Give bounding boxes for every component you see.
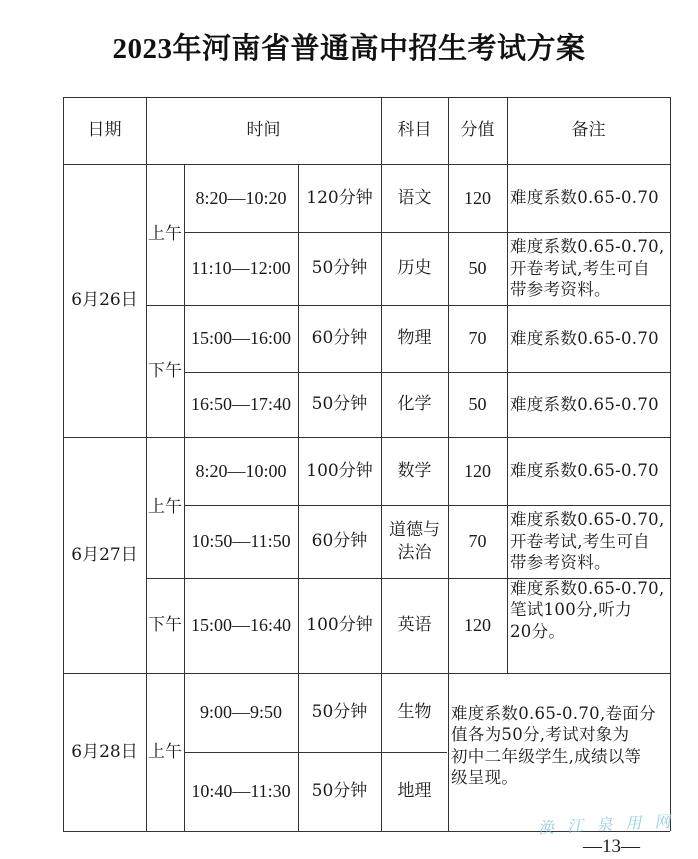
subject-cell: 生物 (397, 702, 432, 723)
note-line: 级呈现。 (451, 768, 519, 788)
subject-cell: 英语 (397, 615, 432, 636)
header-score: 分值 (460, 120, 495, 141)
time-cell: 16:50—17:40 (190, 394, 291, 415)
period-cell: 上午 (148, 224, 182, 245)
score-cell: 70 (468, 531, 487, 552)
note-line: 开卷考试,考生可自 (510, 258, 650, 278)
page-title: 2023年河南省普通高中招生考试方案 (112, 33, 586, 65)
note-line: 难度系数0.65-0.70 (510, 461, 659, 481)
note-cell (507, 505, 670, 578)
time-cell: 15:00—16:40 (190, 615, 291, 636)
duration-cell: 60分钟 (311, 328, 368, 349)
note-line: 难度系数0.65-0.70, (510, 510, 665, 530)
duration-cell: 100分钟 (306, 615, 373, 636)
score-cell: 120 (464, 460, 491, 481)
note-line: 难度系数0.65-0.70,卷面分 (451, 704, 656, 723)
note-line: 难度系数0.65-0.70 (510, 328, 659, 348)
subject-cell: 历史 (397, 258, 432, 279)
subject-cell: 数学 (397, 460, 432, 481)
subject-line: 法治 (397, 542, 432, 563)
subject-line: 道德与 (389, 519, 440, 540)
score-cell: 120 (464, 615, 491, 636)
duration-cell: 50分钟 (311, 394, 368, 415)
date-cell: 6月28日 (71, 741, 138, 762)
note-line: 初中二年级学生,成绩以等 (451, 746, 642, 766)
time-cell: 8:20—10:00 (195, 460, 287, 481)
header-time: 时间 (246, 120, 281, 141)
subject-cell: 化学 (397, 394, 432, 415)
time-cell: 10:50—11:50 (191, 531, 291, 552)
note-cell (507, 578, 670, 673)
score-cell: 50 (468, 394, 487, 415)
period-cell: 下午 (148, 615, 182, 636)
score-cell: 50 (468, 258, 487, 279)
note-line: 20分。 (510, 621, 566, 641)
header-date: 日期 (87, 120, 122, 141)
score-cell: 70 (468, 328, 487, 349)
header-subject: 科目 (397, 120, 432, 141)
note-line: 难度系数0.65-0.70, (510, 237, 665, 257)
duration-cell: 120分钟 (306, 187, 373, 208)
shared-note-cell (448, 673, 670, 831)
subject-cell: 语文 (397, 187, 432, 208)
duration-cell: 50分钟 (311, 702, 368, 723)
period-cell: 上午 (148, 497, 182, 518)
time-cell: 8:20—10:20 (195, 187, 287, 208)
duration-cell: 50分钟 (311, 258, 368, 279)
watermark-stamp: 涣 江 泉 用 网 (537, 811, 675, 838)
note-line: 难度系数0.65-0.70 (510, 188, 659, 208)
note-line: 值各为50分,考试对象为 (451, 725, 630, 745)
note-cell (507, 372, 670, 437)
note-line: 带参考资料。 (510, 280, 611, 300)
header-note: 备注 (571, 120, 606, 141)
note-cell (507, 232, 670, 305)
note-cell (507, 305, 670, 372)
time-cell: 10:40—11:30 (191, 781, 291, 802)
time-cell: 11:10—12:00 (191, 258, 291, 279)
subject-cell: 物理 (397, 328, 432, 349)
time-cell: 9:00—9:50 (199, 702, 282, 723)
time-cell: 15:00—16:00 (190, 328, 291, 349)
duration-cell: 60分钟 (311, 531, 368, 552)
date-cell: 6月26日 (71, 290, 138, 311)
table-border-right (670, 97, 671, 831)
subject-cell: 地理 (397, 781, 432, 802)
page-number: —13— (583, 836, 640, 857)
note-cell (507, 164, 670, 232)
note-line: 难度系数0.65-0.70, (510, 579, 665, 598)
period-cell: 上午 (148, 741, 182, 762)
note-line: 开卷考试,考生可自 (510, 531, 650, 551)
note-cell (507, 437, 670, 505)
note-line: 带参考资料。 (510, 553, 611, 573)
date-cell: 6月27日 (71, 544, 138, 565)
period-cell: 下午 (148, 360, 182, 381)
duration-cell: 50分钟 (311, 781, 368, 802)
subject-cell (381, 505, 448, 578)
score-cell: 120 (464, 187, 491, 208)
duration-cell: 100分钟 (306, 460, 373, 481)
note-line: 笔试100分,听力 (510, 600, 632, 620)
note-line: 难度系数0.65-0.70 (510, 394, 659, 414)
